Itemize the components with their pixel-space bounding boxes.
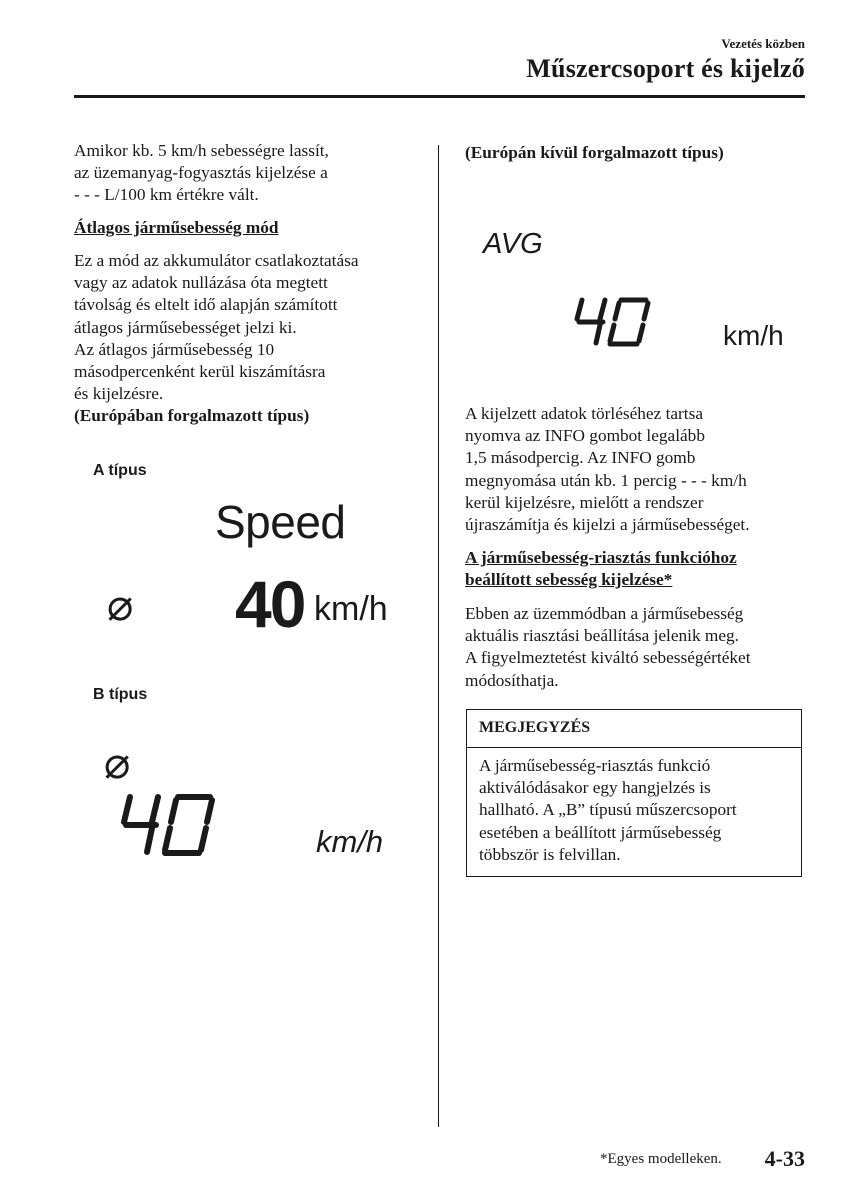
heading-line: beállított sebesség kijelzése*: [465, 570, 673, 589]
digit-4: [577, 300, 605, 343]
average-icon: ⌀: [107, 581, 134, 630]
text-line: Az átlagos járműsebesség 10: [74, 339, 275, 359]
digit-4: [124, 797, 158, 852]
note-text: [467, 748, 801, 866]
footnote: *Egyes modelleken.: [600, 1151, 722, 1167]
speed-unit: km/h: [723, 320, 784, 351]
speed-word: Speed: [215, 496, 346, 548]
average-icon: ⌀: [104, 739, 131, 788]
text-line: megnyomása után kb. 1 percig - - - km/h: [465, 470, 747, 490]
eu-type-heading: (Európában forgalmazott típus): [74, 406, 310, 425]
text-line: másodpercenként kerül kiszámításra: [74, 362, 326, 382]
segment-display-40: [118, 794, 218, 856]
heading-line: A járműsebesség-riasztás funkcióhoz: [465, 548, 737, 567]
alarm-heading: [465, 547, 737, 591]
non-eu-type-heading: (Európán kívül forgalmazott típus): [465, 143, 724, 162]
text-line: nyomva az INFO gombot legalább: [465, 426, 705, 446]
speed-unit: km/h: [314, 590, 388, 628]
text-line: Ebben az üzemmódban a járműsebesség: [465, 604, 744, 623]
speed-value: 40: [235, 567, 305, 641]
text-line: aktiválódásakor egy hangjelzés is: [479, 778, 711, 798]
text-line: Amikor kb. 5 km/h sebességre lassít,: [74, 141, 329, 160]
text-line: A figyelmeztetést kiváltó sebességértéket: [465, 648, 751, 668]
section-label: Vezetés közben: [721, 36, 805, 51]
text-line: távolság és eltelt idő alapján számított: [74, 295, 338, 315]
digit-0: [610, 300, 648, 344]
text-line: A kijelzett adatok törléséhez tartsa: [465, 404, 703, 423]
text-line: és kijelzésre.: [74, 384, 164, 404]
text-line: többször is felvillan.: [479, 844, 621, 864]
title-divider: [74, 95, 805, 98]
text-line: aktuális riasztási beállítása jelenik meg.: [465, 626, 740, 646]
text-line: módosíthatja.: [465, 670, 559, 690]
text-line: esetében a beállított járműsebesség: [479, 822, 722, 842]
text-line: 1,5 másodpercig. Az INFO gomb: [465, 448, 696, 468]
segment-display-40: [572, 297, 652, 347]
column-divider: [438, 145, 439, 1127]
text-line: újraszámítja és kijelzi a járműsebességet.: [465, 515, 750, 535]
text-line: átlagos járműsebességet jelzi ki.: [74, 317, 297, 337]
text-line: - - - L/100 km értékre vált.: [74, 185, 259, 205]
text-line: vagy az adatok nullázása óta megtett: [74, 273, 328, 293]
alarm-paragraph: [465, 603, 810, 692]
avg-label: AVG: [483, 228, 543, 260]
note-header: MEGJEGYZÉS: [467, 710, 801, 748]
text-line: az üzemanyag-fogyasztás kijelzése a: [74, 163, 328, 183]
text-line: hallható. A „B” típusú műszercsoport: [479, 800, 737, 820]
avg-speed-heading: Átlagos járműsebesség mód: [74, 218, 279, 237]
type-a-label: A típus: [93, 462, 147, 479]
digit-0: [165, 797, 212, 853]
text-line: A járműsebesség-riasztás funkció: [479, 756, 711, 775]
text-line: Ez a mód az akkumulátor csatlakoztatása: [74, 251, 359, 270]
text-line: kerül kijelzésre, mielőtt a rendszer: [465, 492, 704, 512]
speed-unit: km/h: [316, 824, 384, 859]
note-box: [466, 709, 802, 877]
page-number: 4-33: [764, 1146, 805, 1171]
avg-speed-paragraph: [74, 250, 429, 405]
intro-paragraph: [74, 140, 424, 207]
page-title: Műszercsoport és kijelző: [526, 54, 805, 83]
type-b-label: B típus: [93, 686, 148, 703]
reset-paragraph: [465, 403, 805, 536]
